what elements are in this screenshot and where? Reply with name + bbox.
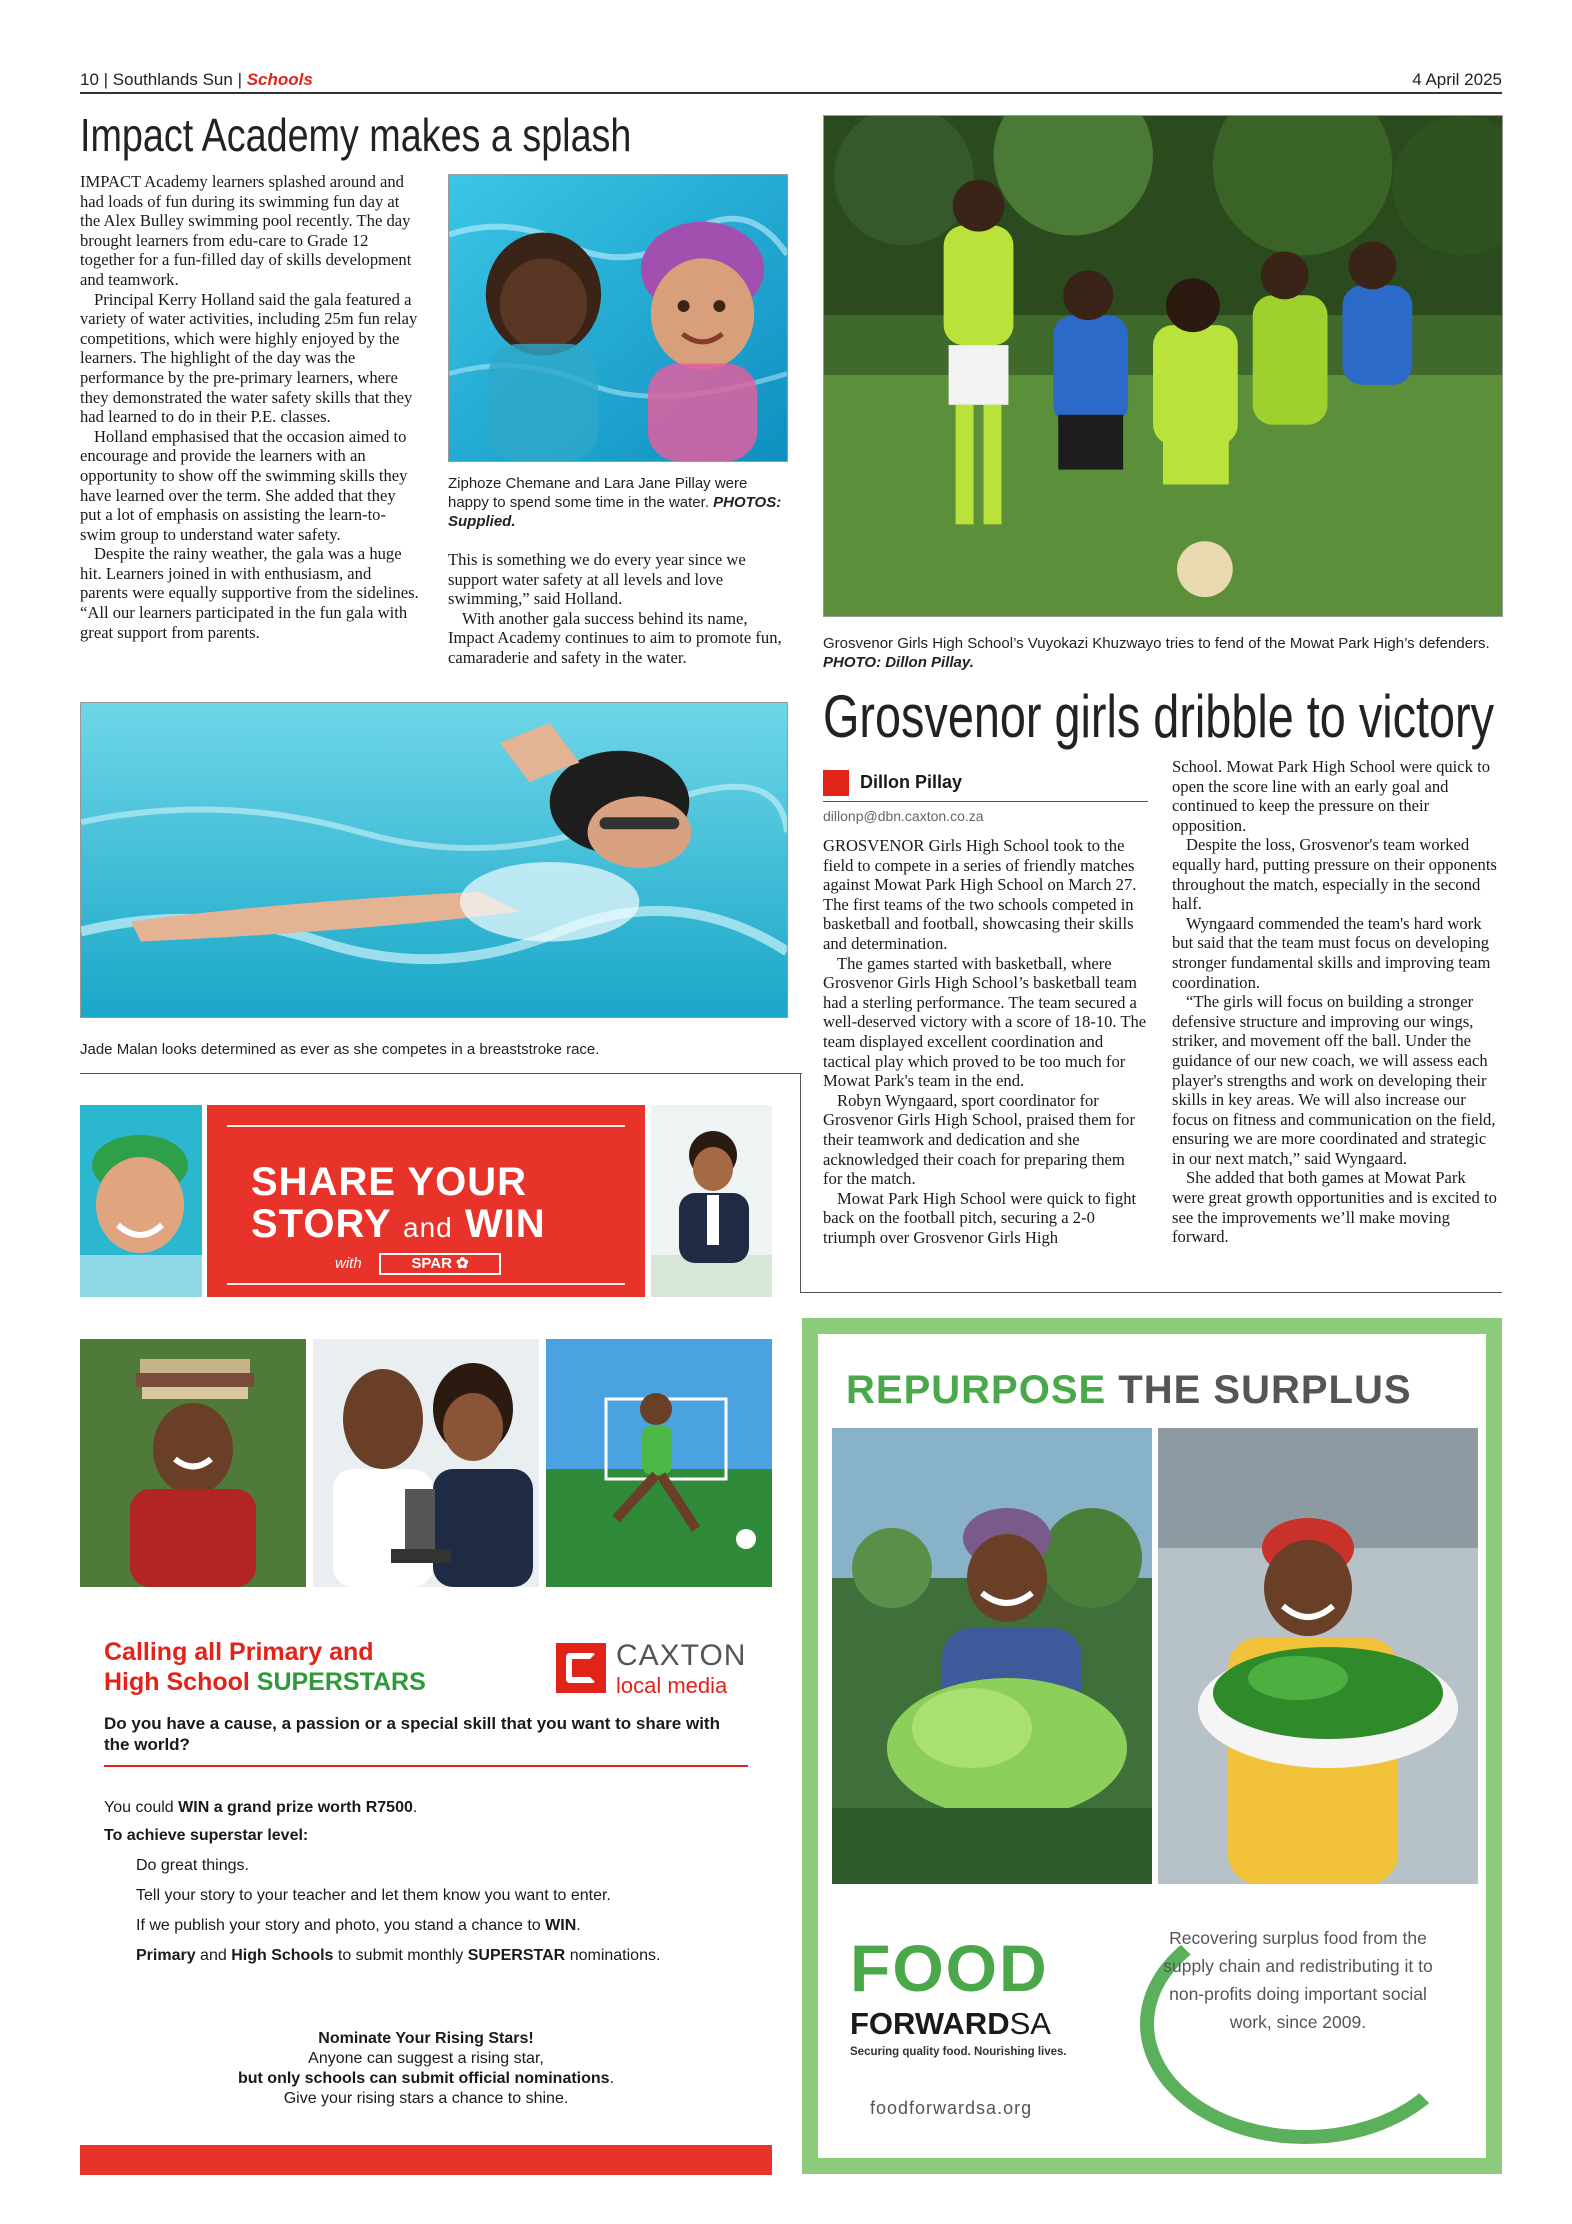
article2-paragraph: School. Mowat Park High School were quick to open the score line with an early goal and continued to keep the pressure on their opposition. xyxy=(1172,757,1491,835)
photo-swimmer xyxy=(80,702,788,1018)
page-header-left: 10 | Southlands Sun | Schools xyxy=(80,70,313,89)
banner-line-2: STORY and WIN xyxy=(251,1202,546,1246)
byline-name: Dillon Pillay xyxy=(860,772,963,792)
photo3-caption: Grosvenor Girls High School’s Vuyokazi Khuzwayo tries to fend of the Mowat Park High’s defenders. PHOTO: Dillon Pillay. xyxy=(823,635,1490,671)
photo3-credit: PHOTO: Dillon Pillay. xyxy=(823,654,974,671)
foodforward-url: foodforwardsa.org xyxy=(870,2098,1033,2118)
swimmer-image xyxy=(81,703,787,1017)
ad-step-4: Primary and High Schools to submit monthly SUPERSTAR nominations. xyxy=(136,1947,661,1964)
article2-paragraph: She added that both games at Mowat Park were great growth opportunities and is excited to see the improvements we’ll make moving forward. xyxy=(1172,1168,1497,1247)
page-date: 4 April 2025 xyxy=(1412,70,1502,89)
header-rule xyxy=(80,92,1502,94)
student-image xyxy=(651,1105,772,1297)
swimmer-girl-image xyxy=(80,1105,202,1297)
caxton-advert xyxy=(80,1105,772,2175)
photo-children-pool xyxy=(448,174,788,462)
banner-with: with xyxy=(335,1255,362,1272)
banner-rule xyxy=(227,1283,625,1285)
ad-step-2: Tell your story to your teacher and let them know you want to enter. xyxy=(136,1887,611,1904)
books-boy-image xyxy=(80,1339,306,1587)
ad-photo-microscope xyxy=(313,1339,539,1587)
article2-paragraph: Robyn Wyngaard, sport coordinator for Grosvenor Girls High School, praised them for their teamwork and dedication and she acknowledged their coach for preparing them for the match. xyxy=(823,1090,1135,1189)
article1-paragraph: Despite the rainy weather, the gala was a huge hit. Learners joined in with enthusiasm, and parents were equally supportive from the sidelines. “All our learners participated in the fun gala with great support from parents. xyxy=(80,544,419,642)
foodforward-logo-food: FOOD xyxy=(850,1931,1049,2005)
article2-paragraph: “The girls will focus on building a stronger defensive structure and improving our wings, striker, and movement off the ball. Under the guidance of our new coach, we will assess each player's strengths and work on developing their skills in key areas. We will also increase our focus on fitness and communication on the field, ensuring we are more coordinated and strategic in our next match,” said Wyngaard. xyxy=(1172,992,1496,1168)
photo1-caption: Ziphoze Chemane and Lara Jane Pillay were happy to spend some time in the water. PHOTOS: Supplied. xyxy=(448,475,782,530)
page-number: 10 xyxy=(80,70,99,89)
banner-line-1: SHARE YOUR xyxy=(251,1160,527,1204)
food-title: REPURPOSE THE SURPLUS xyxy=(846,1368,1412,1412)
soccer-image xyxy=(546,1339,772,1587)
article1-paragraph: With another gala success behind its name, Impact Academy continues to aim to promote fun, camaraderie and safety in the water. xyxy=(448,608,782,667)
photo2-caption: Jade Malan looks determined as ever as she competes in a breaststroke race. xyxy=(80,1041,600,1058)
article2-paragraph: The games started with basketball, where Grosvenor Girls High School’s basketball team had a sterling performance. The team secured a well-deserved victory with a score of 18-10. The team displayed excellent coordination and tactical play which proved to be too much for Mowat Park's team in the end. xyxy=(823,953,1147,1091)
article2-column-1 xyxy=(823,836,1148,1247)
article2-paragraph: Despite the loss, Grosvenor's team worked equally hard, putting pressure on their opponents throughout the match, especially in the second half. xyxy=(1172,835,1497,914)
farmer-cabbage-image xyxy=(832,1428,1152,1884)
article1-paragraph: IMPACT Academy learners splashed around and had loads of fun during its swimming fun day at the Alex Bulley swimming pool recently. The day brought learners from edu-care to Grade 12 together for a fun-filled day of skills development and teamwork. xyxy=(80,172,412,289)
pool-children-image xyxy=(449,175,787,461)
article2-headline: Grosvenor girls dribble to victory xyxy=(823,683,1495,750)
photo1-credit: PHOTOS: Supplied. xyxy=(448,494,782,530)
caxton-logo-name: CAXTON xyxy=(616,1639,747,1672)
share-story-banner xyxy=(207,1105,645,1297)
caxton-logo-mark xyxy=(556,1643,606,1693)
article1-paragraph: Principal Kerry Holland said the gala featured a variety of water activities, including 25m fun relay competitions, which were highly enjoyed by the learners. The highlight of the day was the performance by the pre-primary learners, where they demonstrated the water safety skills that they had learned to do in their P.E. classes. xyxy=(80,289,418,427)
food-photo-chef xyxy=(1158,1428,1478,1884)
ad-question: Do you have a cause, a passion or a special skill that you want to share with the world? xyxy=(104,1714,720,1754)
section-divider xyxy=(800,1292,1502,1293)
foodforward-tagline: Securing quality food. Nourishing lives. xyxy=(850,2046,1067,2058)
section-name: Schools xyxy=(246,70,313,89)
ad-photo-swimmer-girl xyxy=(80,1105,202,1297)
article2-paragraph: GROSVENOR Girls High School took to the field to compete in a series of friendly matches against Mowat Park High School on March 27. The first teams of the two schools competed in basketball and football, showcasing their skills and determination. xyxy=(823,836,1137,953)
article1-column-1 xyxy=(80,172,420,642)
ad-photo-student xyxy=(651,1105,772,1297)
byline-rule xyxy=(823,801,1148,802)
ad-prize: You could WIN a grand prize worth R7500. xyxy=(104,1799,418,1816)
ad-step-1: Do great things. xyxy=(136,1857,249,1874)
banner-rule xyxy=(227,1125,625,1127)
ad-footer-bar xyxy=(80,2145,772,2175)
spar-logo: SPAR ✿ xyxy=(379,1253,501,1275)
ad-photo-books-boy xyxy=(80,1339,306,1587)
football-match-image xyxy=(824,116,1502,616)
byline-marker xyxy=(823,770,849,796)
section-divider xyxy=(80,1073,802,1074)
article1-column-2 xyxy=(448,550,788,668)
section-divider-vertical xyxy=(800,1073,801,1293)
byline-email: dillonp@dbn.caxton.co.za xyxy=(823,808,984,824)
ad-achieve: To achieve superstar level: xyxy=(104,1827,309,1844)
calling-superstars: Calling all Primary and High School SUPERSTARS xyxy=(104,1638,426,1696)
article1-paragraph: This is something we do every year since we support water safety at all levels and love swimming,” said Holland. xyxy=(448,550,746,609)
publication-name: Southlands Sun xyxy=(112,70,233,89)
article1-headline: Impact Academy makes a splash xyxy=(80,109,632,161)
photo-football-match xyxy=(823,115,1503,617)
foodforward-advert xyxy=(802,1318,1502,2174)
ad-question-rule xyxy=(104,1765,748,1767)
ad-photo-soccer xyxy=(546,1339,772,1587)
ad-step-3: If we publish your story and photo, you stand a chance to WIN. xyxy=(136,1917,581,1934)
article2-paragraph: Mowat Park High School were quick to fight back on the football pitch, securing a 2-0 triumph over Grosvenor Girls High xyxy=(823,1188,1137,1247)
microscope-image xyxy=(313,1339,539,1587)
foodforward-logo-forward: FORWARDSA xyxy=(850,2006,1051,2041)
food-photo-farmer xyxy=(832,1428,1152,1884)
article2-paragraph: Wyngaard commended the team's hard work but said that the team must focus on developing stronger fundamental skills and improving team coordination. xyxy=(1172,913,1491,992)
article2-column-2 xyxy=(1172,757,1502,1247)
ad-nominate: Nominate Your Rising Stars! Anyone can suggest a rising star, but only schools can submit official nominations. Give your rising stars a chance to shine. xyxy=(237,2030,615,2107)
article1-paragraph: Holland emphasised that the occasion aimed to encourage and provide the learners with an opportunity to show off the swimming skills they have learned over the term. She added that they put a lot of emphasis on assisting the learn-to-swim group to understand water safety. xyxy=(80,426,408,544)
caxton-logo-sub: local media xyxy=(616,1673,728,1698)
chef-salad-image xyxy=(1158,1428,1478,1884)
foodforward-description: Recovering surplus food from the supply chain and redistributing it to non-profits doing important social work, since 2009. xyxy=(1163,1928,1433,2032)
